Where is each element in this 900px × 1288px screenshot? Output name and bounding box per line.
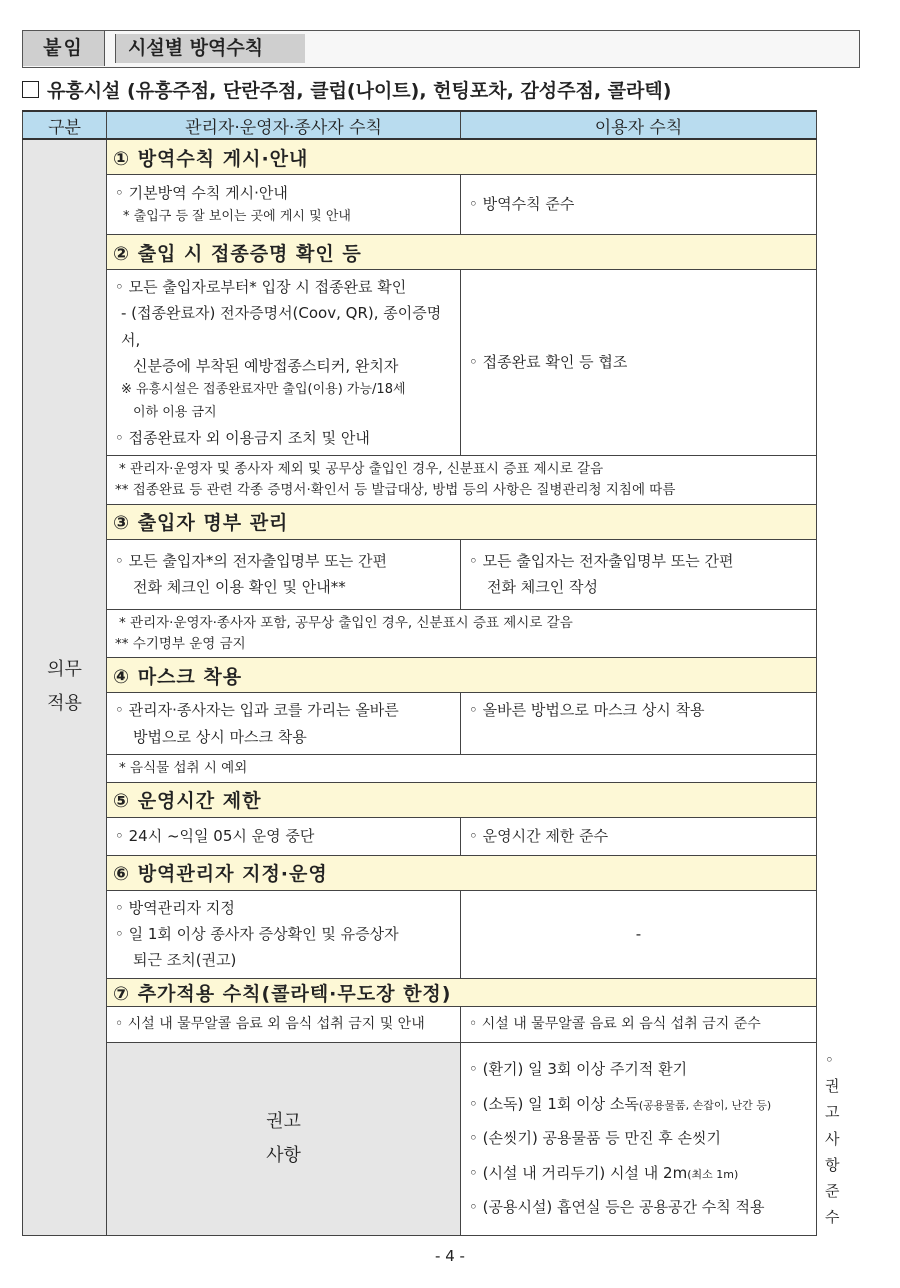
list-item-main: ◦ (소독) 일 1회 이상 소독 bbox=[469, 1094, 639, 1113]
list-item: 퇴근 조치(권고) bbox=[133, 951, 237, 970]
list-item: - (접종완료자) 전자증명서(Coov, QR), 종이증명서, bbox=[121, 304, 442, 349]
category-recommend: 권고 사항 bbox=[107, 1042, 461, 1235]
section-6-user: - bbox=[461, 890, 817, 978]
header-user-rules: 이용자 수칙 bbox=[461, 111, 817, 139]
attachment-label: 붙임 bbox=[23, 31, 105, 66]
section-2-heading: ② 출입 시 접종증명 확인 등 bbox=[107, 235, 817, 270]
section-7-heading: ⑦ 추가적용 수칙(콜라텍·무도장 한정) bbox=[107, 978, 817, 1006]
section-3-operator bbox=[107, 539, 461, 609]
section-3-notes bbox=[107, 609, 817, 658]
page-number: - 4 - bbox=[435, 1247, 465, 1265]
category-mandatory: 의무 적용 bbox=[23, 139, 107, 1235]
section-4-notes: * 음식물 섭취 시 예외 bbox=[107, 754, 817, 782]
list-item bbox=[469, 1087, 808, 1122]
list-item: ◦ 관리자·종사자는 입과 코를 가리는 올바른 bbox=[115, 701, 399, 720]
attachment-title: 시설별 방역수칙 bbox=[115, 34, 305, 63]
list-item: * 출입구 등 잘 보이는 곳에 게시 및 안내 bbox=[123, 209, 351, 225]
footnote: ** 수기명부 운영 금지 bbox=[115, 635, 246, 652]
list-item: ◦ 일 1회 이상 종사자 증상확인 및 유증상자 bbox=[115, 925, 399, 944]
section-2-operator bbox=[107, 270, 461, 456]
header-operator-rules: 관리자·운영자·종사자 수칙 bbox=[107, 111, 461, 139]
section-3-user bbox=[461, 539, 817, 609]
list-item: ※ 유흥시설은 접종완료자만 출입(이용) 가능/18세 bbox=[121, 382, 406, 397]
section-heading-text: 유흥시설 (유흥주점, 단란주점, 클럽(나이트), 헌팅포차, 감성주점, 콜라텍) bbox=[47, 80, 672, 102]
section-6-heading: ⑥ 방역관리자 지정·운영 bbox=[107, 855, 817, 890]
section-5-operator: ◦ 24시 ~익일 05시 운영 중단 bbox=[107, 817, 461, 855]
table-header-row bbox=[23, 111, 817, 139]
list-item: ◦ 기본방역 수칙 게시·안내 bbox=[115, 184, 288, 202]
footnote: * 관리자·운영자 및 종사자 제외 및 공무상 출입인 경우, 신분표시 증표 제시로 갈음 bbox=[119, 460, 604, 477]
footnote: * 관리자·운영자·종사자 포함, 공무상 출입인 경우, 신분표시 증표 제시로 갈음 bbox=[119, 614, 573, 631]
section-4-operator bbox=[107, 693, 461, 755]
rules-table: 구분 관리자·운영자·종사자 수칙 이용자 수칙 의무 적용 ① 방역수칙 게시·안내 ◦ 기본방역 수칙 게시·안내 * 출입구 등 잘 보이는 곳에 게시 및 안내 ◦ 방역수칙 준수 ② 출입 시 접종증명 확인 등 ◦ 모든 출입자로부터* 입장 시 접종완료 확인 - (접종완료자) 전자증명서(Coov, QR), 종이증명서, 신분증에 부착된 예방접종스티커, 완치자 ※ 유흥시설은 접종완료자만 출입(이용) 가능/18세 이하 이용 금지 ◦ 접종완료자 외 이용금지 조치 및 안내 ◦ 접종완료 확인 등 협조 * 관리자·운영자 및 종사자 제외 및 공무상 출입인 경우, 신분표시 증표 제시로 갈음 ** 접종완료 등 관련 각종 증명서·확인서 등 발급대상, 방법 등의 사항은 질병관리청 지침에 따름 ③ 출입자 명부 관리 ◦ 모든 출입자*의 전자출입명부 또는 간편 전화 체크인 이용 확인 및 안내** ◦ 모든 출입자는 전자출입명부 또는 간편 전화 체크인 작성 * 관리자·운영자·종사자 포함, 공무상 출입인 경우, 신분표시 증표 제시로 갈음 ** 수기명부 운영 금지 ④ 마스크 착용 ◦ 관리자·종사자는 입과 코를 가리는 올바른 방법으로 상시 마스크 착용 ◦ 올바른 방법으로 마스크 상시 착용 * 음식물 섭취 시 예외 ⑤ 운영시간 제한 ◦ 24시 ~익일 05시 운영 중단 ◦ 운영시간 제한 준수 ⑥ 방역관리자 지정·운영 ◦ 방역관리자 지정 ◦ 일 1회 이상 종사자 증상확인 및 유증상자 퇴근 조치(권고) - ⑦ 추가적용 수칙(콜라텍·무도장 한정) ◦ 시설 내 물무알콜 음료 외 음식 섭취 금지 및 안내 ◦ 시설 내 물무알콜 음료 외 음식 섭취 금지 준수 권고 사항 ◦ (환기) 일 3회 이상 주기적 환기 ◦ (소독) 일 1회 이상 소독(공용물품, 손잡이, 난간 등) ◦ (손씻기) 공용물품 등 만진 후 손씻기 ◦ (시설 내 거리두기) 시설 내 2m(최소 1m) ◦ (공용시설) 흡연실 등은 공용공간 수칙 적용 ◦ 권고사항 준수 bbox=[22, 110, 817, 1236]
list-item: ◦ (공용시설) 흡연실 등은 공용공간 수칙 적용 bbox=[469, 1198, 765, 1217]
section-4-user: ◦ 올바른 방법으로 마스크 상시 착용 bbox=[461, 693, 817, 755]
list-item-main: ◦ (시설 내 거리두기) 시설 내 2m bbox=[469, 1163, 688, 1182]
list-item: ◦ 방역관리자 지정 bbox=[115, 898, 235, 917]
list-item-detail: (공용물품, 손잡이, 난간 등) bbox=[638, 1098, 772, 1112]
header-category: 구분 bbox=[23, 111, 107, 139]
recommend-operator bbox=[461, 1042, 817, 1235]
section-7-user: ◦ 시설 내 물무알콜 음료 외 음식 섭취 금지 준수 bbox=[461, 1006, 817, 1042]
list-item: ◦ (손씻기) 공용물품 등 만진 후 손씻기 bbox=[469, 1129, 722, 1148]
section-1-heading: ① 방역수칙 게시·안내 bbox=[107, 139, 817, 175]
list-item: ◦ 모든 출입자는 전자출입명부 또는 간편 bbox=[469, 551, 734, 570]
list-item: ◦ 모든 출입자로부터* 입장 시 접종완료 확인 bbox=[115, 278, 407, 296]
list-item: ◦ (환기) 일 3회 이상 주기적 환기 bbox=[469, 1060, 688, 1079]
list-item: 신분증에 부착된 예방접종스티커, 완치자 bbox=[133, 356, 399, 375]
footnote: ** 접종완료 등 관련 각종 증명서·확인서 등 발급대상, 방법 등의 사항은 질병관리청 지침에 따름 bbox=[115, 481, 676, 498]
section-7-operator: ◦ 시설 내 물무알콜 음료 외 음식 섭취 금지 및 안내 bbox=[107, 1006, 461, 1042]
list-item: 방법으로 상시 마스크 착용 bbox=[133, 727, 307, 746]
checkbox-square-icon bbox=[22, 81, 39, 98]
attachment-header bbox=[22, 30, 860, 68]
list-item: 전화 체크인 작성 bbox=[487, 578, 598, 597]
list-item: 이하 이용 금지 bbox=[133, 404, 217, 420]
list-item bbox=[469, 1156, 808, 1191]
list-item: 전화 체크인 이용 확인 및 안내** bbox=[133, 578, 346, 597]
section-3-heading: ③ 출입자 명부 관리 bbox=[107, 504, 817, 539]
list-item: ◦ 모든 출입자*의 전자출입명부 또는 간편 bbox=[115, 551, 388, 570]
list-item: ◦ 접종완료자 외 이용금지 조치 및 안내 bbox=[115, 428, 370, 447]
section-5-heading: ⑤ 운영시간 제한 bbox=[107, 782, 817, 817]
section-5-user: ◦ 운영시간 제한 준수 bbox=[461, 817, 817, 855]
section-4-heading: ④ 마스크 착용 bbox=[107, 658, 817, 693]
section-2-notes bbox=[107, 455, 817, 504]
list-item-detail: (최소 1m) bbox=[687, 1167, 739, 1181]
section-heading bbox=[22, 76, 671, 103]
section-6-operator bbox=[107, 890, 461, 978]
section-1-operator bbox=[107, 175, 461, 235]
section-1-user: ◦ 방역수칙 준수 bbox=[461, 175, 817, 235]
section-2-user: ◦ 접종완료 확인 등 협조 bbox=[461, 270, 817, 456]
